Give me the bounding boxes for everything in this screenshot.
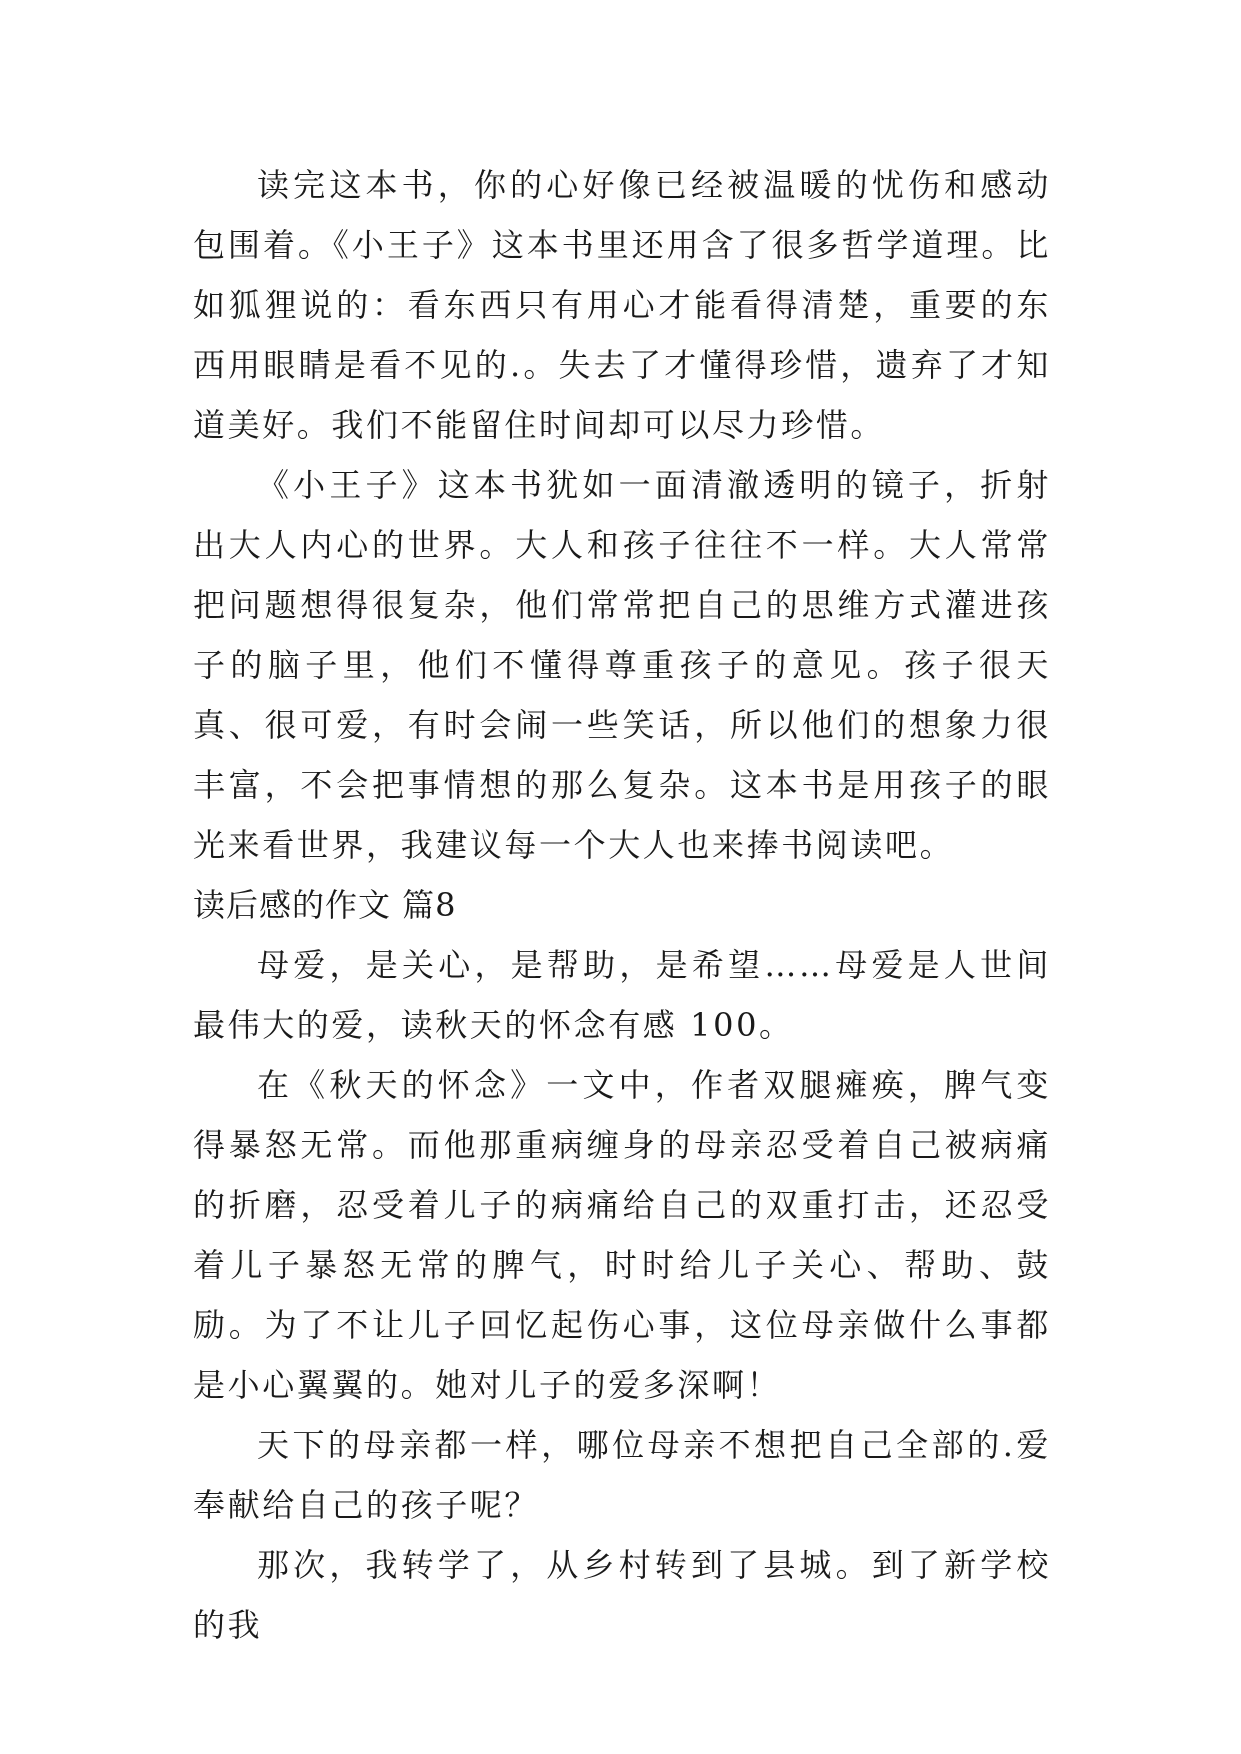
paragraph-transfer-school: 那次，我转学了，从乡村转到了县城。到了新学校的我	[193, 1546, 1051, 1644]
paragraph-little-prince-mirror: 《小王子》这本书犹如一面清澈透明的镜子，折射出大人内心的世界。大人和孩子往往不一样。大人常常把问题想得很复杂，他们常常把自己的思维方式灌进孩子的脑子里，他们不懂得尊重孩子的意见。孩子很天真、很可爱，有时会闹一些笑话，所以他们的想象力很丰富，不会把事情想的那么复杂。这本书是用孩子的眼光来看世界，我建议每一个大人也来捧书阅读吧。	[193, 466, 1051, 864]
paragraph-mother-love: 母爱，是关心，是帮助，是希望……母爱是人世间最伟大的爱，读秋天的怀念有感 100。	[193, 946, 1051, 1044]
section-heading: 读后感的作文 篇8	[193, 886, 457, 924]
paragraph-all-mothers: 天下的母亲都一样，哪位母亲不想把自己全部的.爱奉献给自己的孩子呢？	[193, 1426, 1051, 1524]
paragraph-autumn-memory: 在《秋天的怀念》一文中，作者双腿瘫痪，脾气变得暴怒无常。而他那重病缠身的母亲忍受着自己被病痛的折磨，忍受着儿子的病痛给自己的双重打击，还忍受着儿子暴怒无常的脾气，时时给儿子关心、帮助、鼓励。为了不让儿子回忆起伤心事，这位母亲做什么事都是小心翼翼的。她对儿子的爱多深啊！	[193, 1066, 1051, 1404]
document-body	[193, 155, 1051, 1655]
paragraph-reading-reflection: 读完这本书，你的心好像已经被温暖的忧伤和感动包围着。《小王子》这本书里还用含了很多哲学道理。比如狐狸说的：看东西只有用心才能看得清楚，重要的东西用眼睛是看不见的.。失去了才懂得珍惜，遗弃了才知道美好。我们不能留住时间却可以尽力珍惜。	[193, 166, 1051, 444]
